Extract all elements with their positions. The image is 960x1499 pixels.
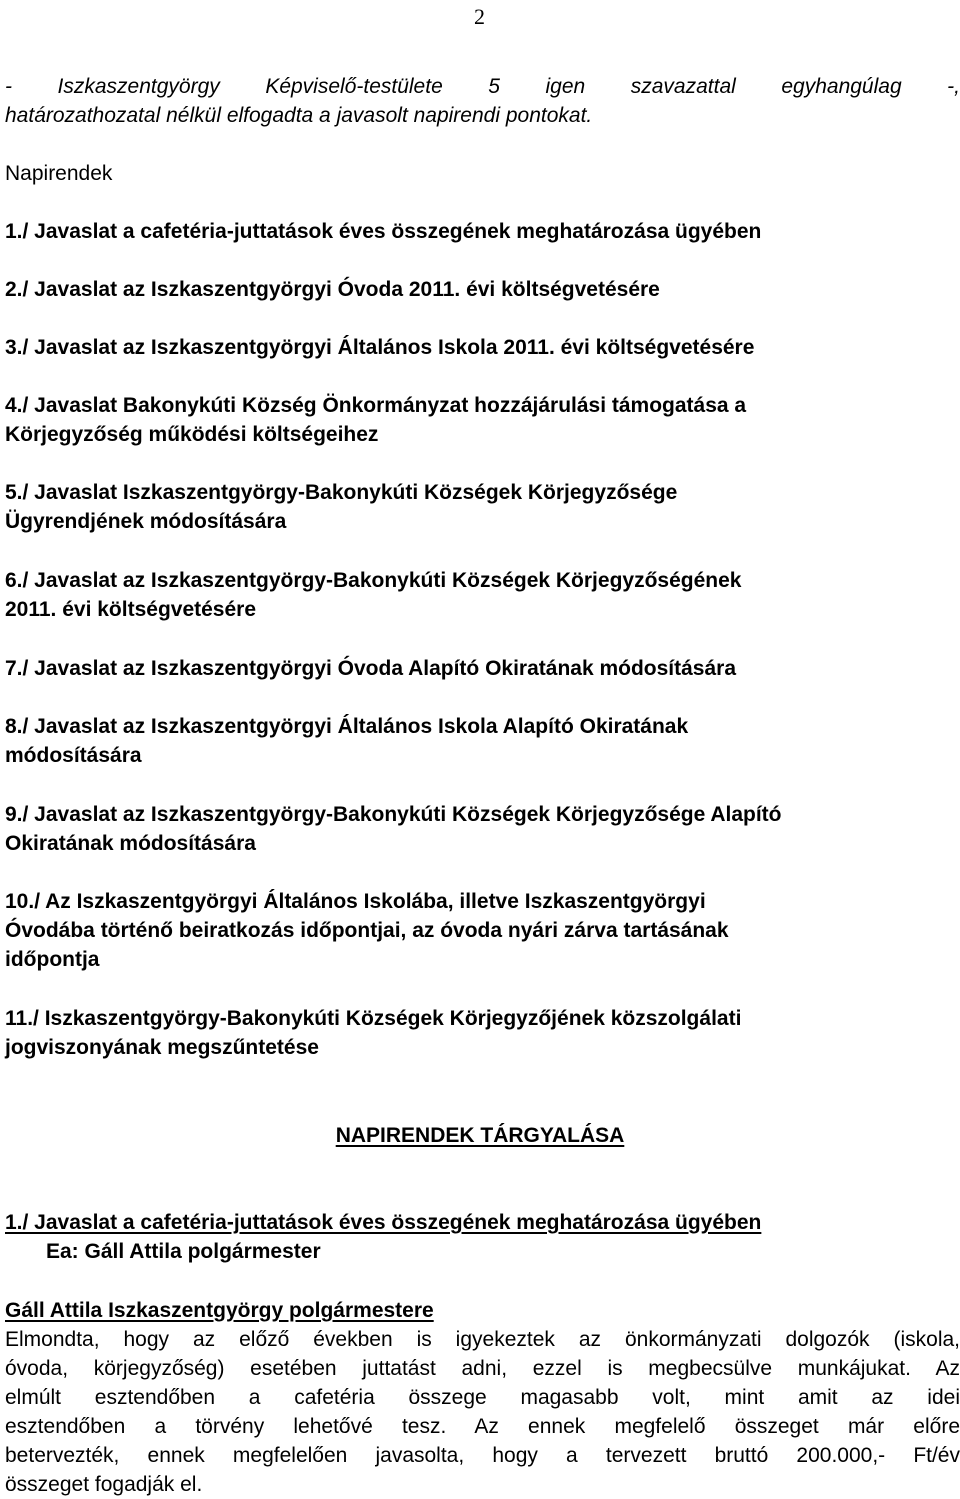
- discussion-item-title: 1./ Javaslat a cafetéria-juttatások éves összegének meghatározása ügyében: [5, 1211, 762, 1234]
- agenda-item-line: 10./ Az Iszkaszentgyörgyi Általános Iskolába, illetve Iszkaszentgyörgyi: [5, 890, 706, 913]
- agenda-item-line: 2011. évi költségvetésére: [5, 598, 257, 621]
- agenda-item-8: [5, 712, 960, 770]
- agenda-item-line: Ügyrendjének módosítására: [5, 510, 287, 533]
- agenda-item-line: 5./ Javaslat Iszkaszentgyörgy-Bakonykúti Községek Körjegyzősége: [5, 481, 678, 504]
- section-heading: NAPIRENDEK TÁRGYALÁSA: [335, 1124, 625, 1147]
- agenda-item-6: [5, 566, 960, 624]
- agenda-title: Napirendek: [5, 162, 113, 185]
- speech-line: elmúlt esztendőben a cafetéria összege magasabb volt, mint amit az idei: [5, 1386, 960, 1409]
- agenda-item-line: Körjegyzőség működési költségeihez: [5, 423, 379, 446]
- agenda-item-line: időpontja: [5, 948, 100, 971]
- agenda-item-10: [5, 887, 960, 974]
- agenda-item-7: [5, 654, 960, 683]
- intro-line-1: - Iszkaszentgyörgy Képviselő-testülete 5 igen szavazattal egyhangúlag -,: [5, 75, 960, 98]
- agenda-item-line: 1./ Javaslat a cafetéria-juttatások éves összegének meghatározása ügyében: [5, 220, 762, 243]
- agenda-item-line: 8./ Javaslat az Iszkaszentgyörgyi Általános Iskola Alapító Okiratának: [5, 715, 689, 738]
- agenda-item-line: 11./ Iszkaszentgyörgy-Bakonykúti Községek Körjegyzőjének közszolgálati: [5, 1007, 742, 1030]
- speech-line: esztendőben a törvény lehetővé tesz. Az ennek megfelelő összeget már előre: [5, 1415, 960, 1438]
- speech-line: betervezték, ennek megfelelően javasolta, hogy a tervezett bruttó 200.000,- Ft/év: [5, 1444, 960, 1467]
- agenda-item-line: 3./ Javaslat az Iszkaszentgyörgyi Általános Iskola 2011. évi költségvetésére: [5, 336, 755, 359]
- speaker-name: Gáll Attila Iszkaszentgyörgy polgármestere: [5, 1299, 434, 1322]
- discussion-item-presenter: Ea: Gáll Attila polgármester: [46, 1240, 321, 1263]
- agenda-item-line: 9./ Javaslat az Iszkaszentgyörgy-Bakonykúti Községek Körjegyzősége Alapító: [5, 803, 782, 826]
- intro-paragraph: [5, 72, 960, 130]
- agenda-item-11: [5, 1004, 960, 1062]
- agenda-item-line: 4./ Javaslat Bakonykúti Község Önkormányzat hozzájárulási támogatása a: [5, 394, 747, 417]
- agenda-item-line: 6./ Javaslat az Iszkaszentgyörgy-Bakonykúti Községek Körjegyzőségének: [5, 569, 742, 592]
- agenda-item-line: Okiratának módosítására: [5, 832, 256, 855]
- agenda-item-line: 7./ Javaslat az Iszkaszentgyörgyi Óvoda Alapító Okiratának módosítására: [5, 657, 737, 680]
- agenda-item-3: [5, 333, 960, 362]
- agenda-item-line: 2./ Javaslat az Iszkaszentgyörgyi Óvoda 2011. évi költségvetésére: [5, 278, 660, 301]
- speech-line: összeget fogadják el.: [5, 1473, 203, 1496]
- discussion-item-1: [5, 1208, 960, 1266]
- agenda-item-2: [5, 275, 960, 304]
- agenda-item-1: [5, 217, 960, 246]
- agenda-item-5: [5, 478, 960, 536]
- agenda-item-9: [5, 800, 960, 858]
- speech-line: óvoda, körjegyzőség) esetében juttatást adni, ezzel is megbecsülve munkájukat. Az: [5, 1357, 960, 1380]
- agenda-item-4: [5, 391, 960, 449]
- agenda-item-line: Óvodába történő beiratkozás időpontjai, az óvoda nyári zárva tartásának: [5, 919, 729, 942]
- page-number: 2: [474, 4, 485, 29]
- agenda-item-line: módosítására: [5, 744, 142, 767]
- speech-line: Elmondta, hogy az előző években is igyekeztek az önkormányzati dolgozók (iskola,: [5, 1328, 960, 1351]
- speech-paragraph: [5, 1325, 960, 1499]
- intro-line-2: határozathozatal nélkül elfogadta a javasolt napirendi pontokat.: [5, 104, 593, 127]
- agenda-item-line: jogviszonyának megszűntetése: [5, 1036, 319, 1059]
